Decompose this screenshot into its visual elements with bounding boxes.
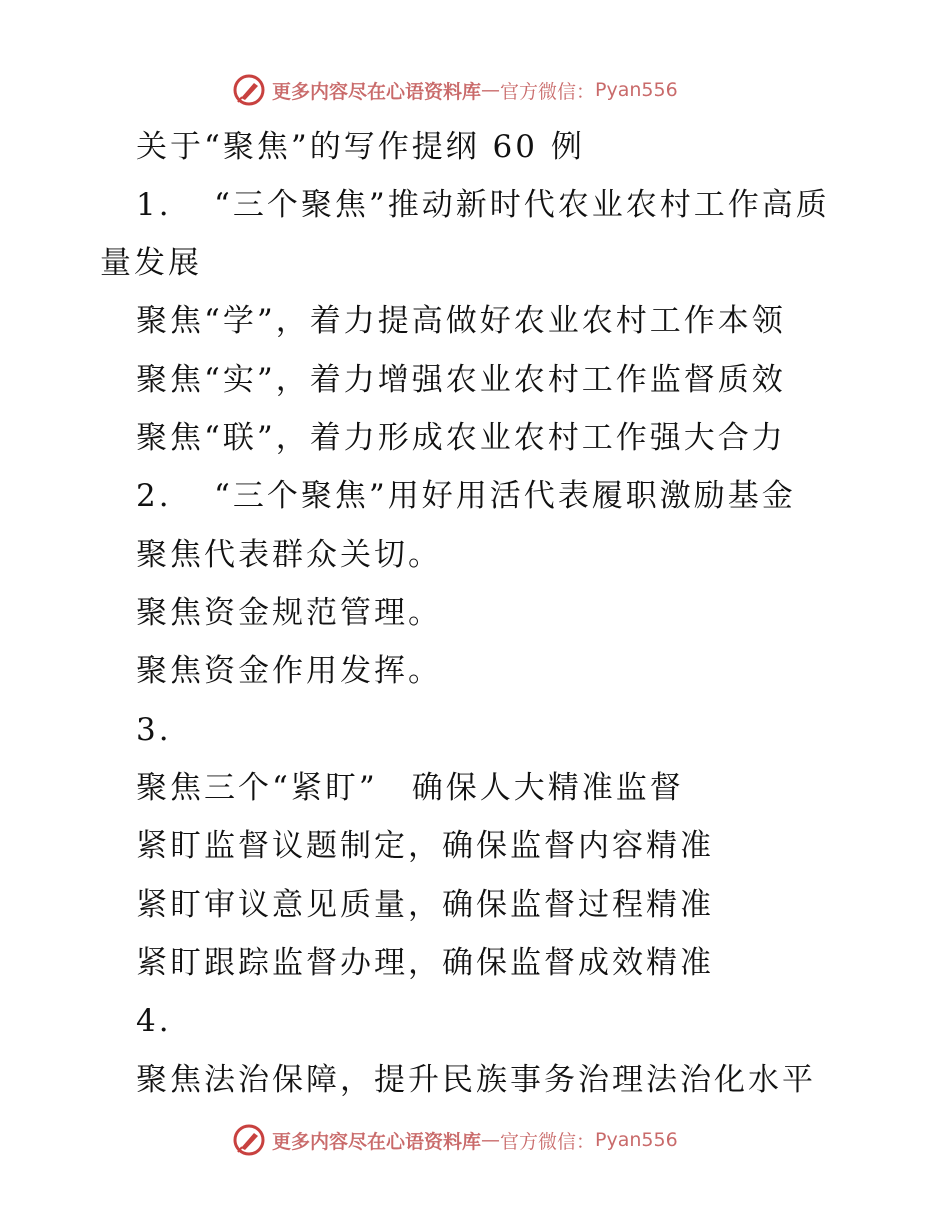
item-1-heading [136,185,830,225]
quill-logo-icon [232,1123,266,1157]
item-3-point: 紧盯监督议题制定，确保监督内容精准 [136,828,714,864]
footer-banner [232,1122,678,1158]
banner-wechat-id: Pyan556 [595,79,678,101]
banner-wechat-label: 官方微信： [500,80,596,103]
banner-dash: — [481,79,501,101]
item-3-point: 紧盯审议意见质量，确保监督过程精准 [136,887,714,923]
banner-wechat-label: 官方微信： [500,1130,596,1153]
item-2-point: 聚焦代表群众关切。 [136,537,442,573]
quill-logo-icon [232,73,266,107]
item-2-heading-text: “三个聚焦”用好用活代表履职激励基金 [214,478,796,514]
item-1-heading-text: “三个聚焦”推动新时代农业农村工作高质 [214,187,830,223]
banner-slogan: 更多内容尽在心语资料库 [272,1130,482,1153]
item-4-number: 4. [136,1003,172,1039]
header-banner [232,72,678,108]
item-1-heading-cont: 量发展 [100,245,202,281]
item-3-number: 3. [136,712,172,748]
item-1-point: 聚焦“实”，着力增强农业农村工作监督质效 [136,362,786,398]
item-4-heading: 聚焦法治保障，提升民族事务治理法治化水平 [136,1062,816,1098]
item-2-point: 聚焦资金规范管理。 [136,595,442,631]
banner-dash: — [481,1129,501,1151]
banner-slogan: 更多内容尽在心语资料库 [272,80,482,103]
item-2-number: 2. [136,478,172,514]
banner-wechat-id: Pyan556 [595,1129,678,1151]
item-3-point: 紧盯跟踪监督办理，确保监督成效精准 [136,945,714,981]
item-1-point: 聚焦“联”，着力形成农业农村工作强大合力 [136,420,786,456]
item-1-number: 1. [136,187,172,223]
item-3-heading: 聚焦三个“紧盯” 确保人大精准监督 [136,770,684,806]
document-title: 关于“聚焦”的写作提纲 60 例 [136,129,585,165]
item-2-heading [136,476,796,516]
item-2-point: 聚焦资金作用发挥。 [136,653,442,689]
item-1-point: 聚焦“学”，着力提高做好农业农村工作本领 [136,303,786,339]
